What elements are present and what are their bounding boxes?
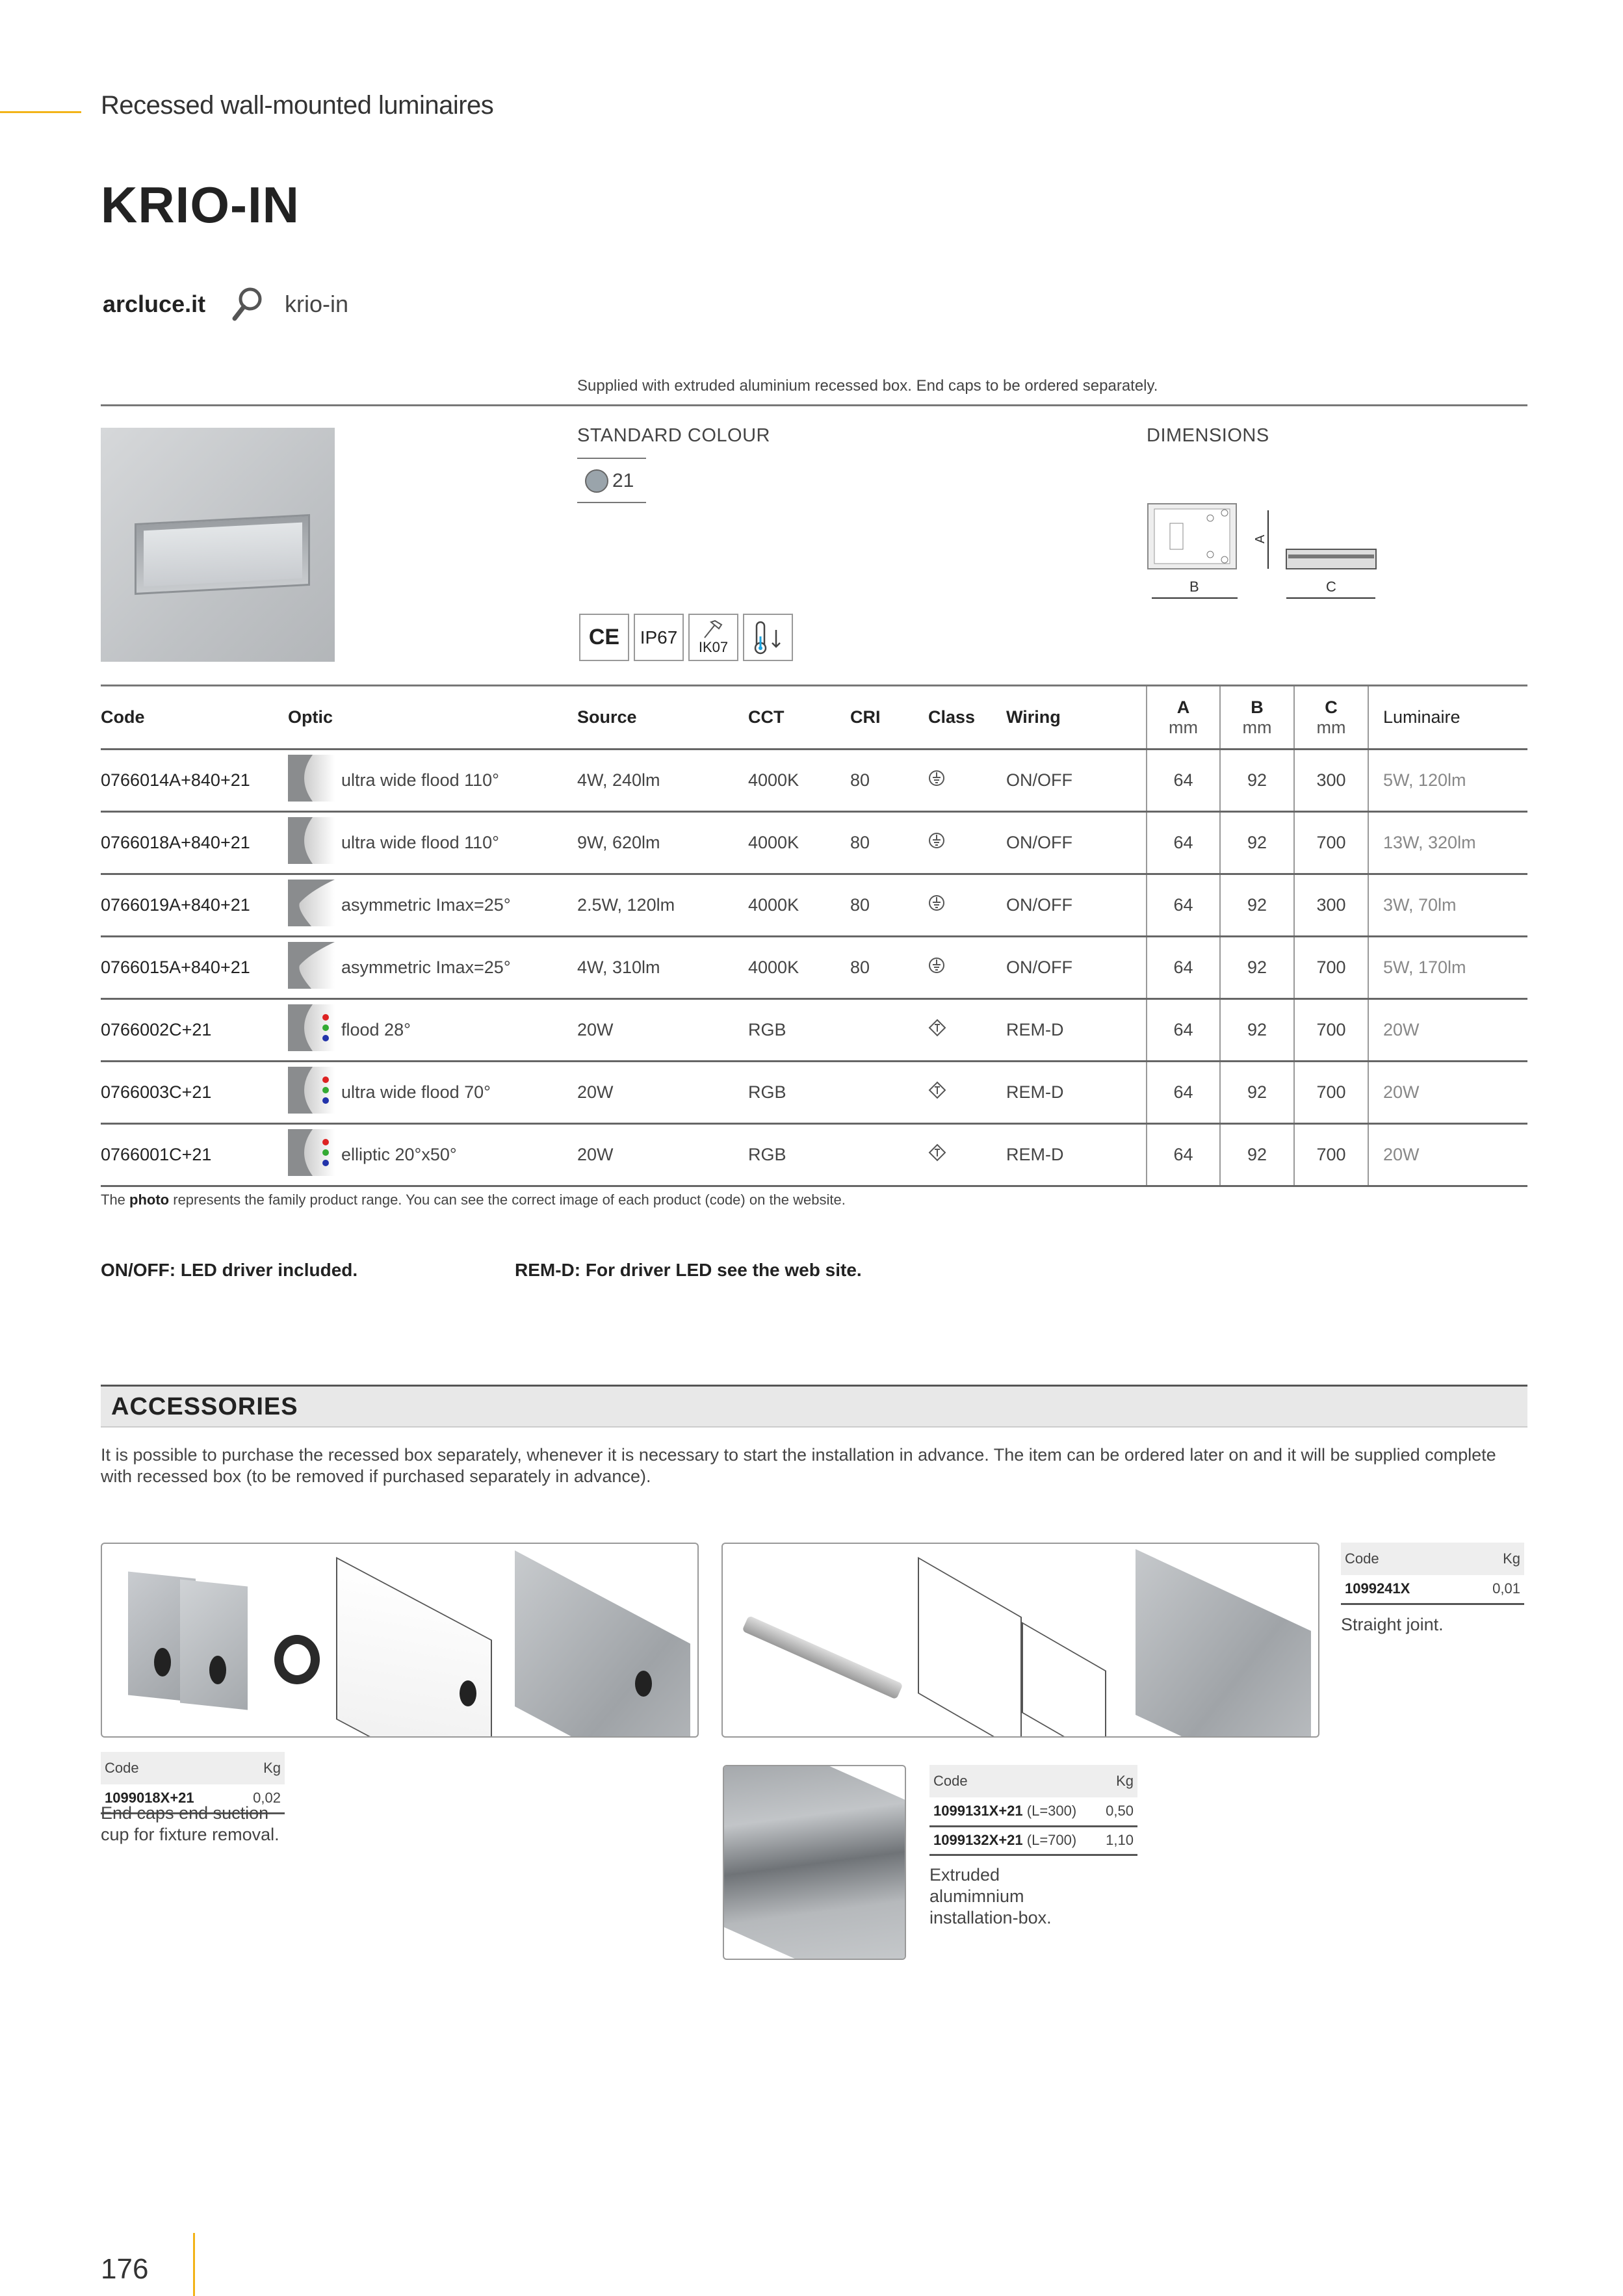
installation-box-description: Extruded alumimnium installation-box. <box>929 1865 1052 1927</box>
header-cri: CRI <box>850 686 928 750</box>
class-i-earth-icon <box>928 771 945 790</box>
header-unit: mm <box>1169 717 1198 737</box>
class-i-earth-icon <box>928 896 945 915</box>
table-row <box>101 999 1527 1062</box>
table-row <box>101 874 1527 937</box>
standard-colour-label: STANDARD COLOUR <box>577 425 770 446</box>
cri <box>850 999 928 1062</box>
luminaire: 5W, 120lm <box>1368 750 1527 812</box>
onoff-note: ON/OFF: LED driver included. <box>101 1260 358 1280</box>
header-c <box>1294 686 1368 750</box>
optic-white-icon <box>288 755 335 806</box>
dim-b: 92 <box>1220 812 1294 874</box>
header-b-label: B <box>1251 697 1264 717</box>
footnote-bold: photo <box>129 1192 170 1208</box>
kg-header: Kg <box>1464 1543 1525 1575</box>
divider <box>101 404 1527 406</box>
dim-b-label: B <box>1189 579 1199 595</box>
endcaps-image <box>101 1543 699 1738</box>
dim-c: 700 <box>1294 937 1368 999</box>
cri: 80 <box>850 937 928 999</box>
footnote-text: represents the family product range. You can see the correct image of each product (code) on the website. <box>169 1192 846 1208</box>
dim-b: 92 <box>1220 1062 1294 1124</box>
product-code: 0766019A+840+21 <box>101 874 288 937</box>
endcaps-description: End caps end suction cup for fixture removal. <box>101 1803 279 1844</box>
dim-a: 64 <box>1147 1062 1220 1124</box>
wiring: REM-D <box>1006 1062 1147 1124</box>
luminaire: 5W, 170lm <box>1368 937 1527 999</box>
optic-label: flood 28° <box>341 1020 411 1039</box>
source: 9W, 620lm <box>577 812 748 874</box>
dim-a: 64 <box>1147 1124 1220 1186</box>
accessories-paragraph: It is possible to purchase the recessed box separately, whenever it is necessary to start the installation in advance. The item can be ordered later on and it will be supplied complete with recessed box (to be removed if purchased separately in advance). <box>101 1445 1496 1486</box>
cri <box>850 1124 928 1186</box>
optic-cell <box>288 1124 577 1186</box>
colour-dot <box>585 469 608 493</box>
optic-asym-icon <box>288 880 335 931</box>
luminaire: 20W <box>1368 1062 1527 1124</box>
header-a-label: A <box>1176 697 1190 717</box>
cct: RGB <box>748 1124 850 1186</box>
installation-box-code-table <box>929 1765 1137 1856</box>
header-source: Source <box>577 686 748 750</box>
cri: 80 <box>850 812 928 874</box>
cct: 4000K <box>748 874 850 937</box>
header-wiring: Wiring <box>1006 686 1147 750</box>
search-icon <box>231 286 265 322</box>
dim-c: 700 <box>1294 1124 1368 1186</box>
header-unit: mm <box>1316 717 1346 737</box>
accessories-heading: ACCESSORIES <box>101 1385 1527 1428</box>
table-row <box>101 1062 1527 1124</box>
optic-cell <box>288 874 577 937</box>
dim-a-label: A <box>1253 534 1267 543</box>
header-code: Code <box>101 686 288 750</box>
header-unit: mm <box>1242 717 1272 737</box>
accent-line <box>0 111 81 113</box>
class-cell <box>928 999 1006 1062</box>
dim-c: 700 <box>1294 812 1368 874</box>
header-b <box>1220 686 1294 750</box>
accessory-length: (L=700) <box>1026 1832 1077 1848</box>
page-number: 176 <box>101 2253 149 2285</box>
dim-b: 92 <box>1220 1124 1294 1186</box>
cct: 4000K <box>748 750 850 812</box>
cri: 80 <box>850 874 928 937</box>
code-header: Code <box>929 1765 1098 1797</box>
header-a <box>1147 686 1220 750</box>
dim-c: 300 <box>1294 874 1368 937</box>
luminaire: 13W, 320lm <box>1368 812 1527 874</box>
optic-cell <box>288 1062 577 1124</box>
supplied-note: Supplied with extruded aluminium recessed box. End caps to be ordered separately. <box>577 377 1158 395</box>
product-title: KRIO-IN <box>101 176 300 233</box>
dim-a: 64 <box>1147 937 1220 999</box>
class-cell <box>928 1062 1006 1124</box>
accent-line <box>193 2233 195 2296</box>
table-row <box>1341 1575 1524 1604</box>
class-cell <box>928 812 1006 874</box>
product-code: 0766001C+21 <box>101 1124 288 1186</box>
dim-b: 92 <box>1220 999 1294 1062</box>
header-cct: CCT <box>748 686 850 750</box>
wiring: REM-D <box>1006 1124 1147 1186</box>
product-code: 0766002C+21 <box>101 999 288 1062</box>
joint-code-table <box>1341 1543 1524 1605</box>
wiring: ON/OFF <box>1006 937 1147 999</box>
optic-label: ultra wide flood 110° <box>341 833 499 852</box>
accessory-code: 1099132X+21 <box>933 1832 1023 1848</box>
accessory-code: 1099018X+21 <box>101 1784 235 1813</box>
ik-label: IK07 <box>698 638 729 655</box>
dim-a: 64 <box>1147 812 1220 874</box>
class-cell <box>928 750 1006 812</box>
source: 20W <box>577 999 748 1062</box>
accessory-kg: 0,02 <box>235 1784 285 1813</box>
dim-c: 700 <box>1294 1062 1368 1124</box>
class-iii-icon <box>928 1084 946 1103</box>
source: 2.5W, 120lm <box>577 874 748 937</box>
divider <box>577 458 646 459</box>
luminaire: 20W <box>1368 999 1527 1062</box>
class-i-earth-icon <box>928 833 945 853</box>
ip67-icon: IP67 <box>634 614 684 661</box>
cct: 4000K <box>748 937 850 999</box>
dimensions-label: DIMENSIONS <box>1147 425 1269 446</box>
product-code: 0766015A+840+21 <box>101 937 288 999</box>
optic-cell <box>288 999 577 1062</box>
cct: 4000K <box>748 812 850 874</box>
source: 20W <box>577 1124 748 1186</box>
header-c-label: C <box>1325 697 1338 717</box>
accessory-kg: 0,01 <box>1464 1575 1525 1604</box>
joint-description: Straight joint. <box>1341 1615 1444 1634</box>
table-row <box>101 750 1527 812</box>
wiring: ON/OFF <box>1006 812 1147 874</box>
accessory-code: 1099241X <box>1341 1575 1464 1604</box>
colour-swatch-21[interactable] <box>585 469 634 493</box>
class-iii-icon <box>928 1146 946 1166</box>
optic-label: ultra wide flood 110° <box>341 770 499 790</box>
product-code: 0766014A+840+21 <box>101 750 288 812</box>
dim-a: 64 <box>1147 999 1220 1062</box>
website-link[interactable]: arcluce.it <box>103 291 206 317</box>
ik07-icon <box>688 614 738 661</box>
remd-note: REM-D: For driver LED see the web site. <box>515 1260 862 1280</box>
accessory-code: 1099131X+21 <box>933 1803 1023 1820</box>
product-code: 0766018A+840+21 <box>101 812 288 874</box>
header-luminaire: Luminaire <box>1368 686 1527 750</box>
class-cell <box>928 937 1006 999</box>
colour-code: 21 <box>612 470 634 491</box>
dim-b: 92 <box>1220 750 1294 812</box>
product-table <box>101 685 1527 1187</box>
section-title: Recessed wall-mounted luminaires <box>101 91 494 120</box>
optic-cell <box>288 937 577 999</box>
table-row <box>929 1797 1137 1826</box>
dim-c: 300 <box>1294 750 1368 812</box>
cct: RGB <box>748 1062 850 1124</box>
accessory-length: (L=300) <box>1026 1803 1077 1820</box>
header-optic: Optic <box>288 686 577 750</box>
accessory-kg: 0,50 <box>1098 1797 1137 1826</box>
optic-rgb-icon <box>288 1129 335 1181</box>
product-code: 0766003C+21 <box>101 1062 288 1124</box>
search-keyword: krio-in <box>285 291 349 317</box>
optic-rgb-icon <box>288 1004 335 1056</box>
wiring: REM-D <box>1006 999 1147 1062</box>
class-i-earth-icon <box>928 958 945 978</box>
low-temperature-icon <box>743 614 793 661</box>
table-row <box>101 1124 1527 1186</box>
optic-cell <box>288 750 577 812</box>
luminaire: 20W <box>1368 1124 1527 1186</box>
dim-b: 92 <box>1220 874 1294 937</box>
dim-a: 64 <box>1147 750 1220 812</box>
optic-label: elliptic 20°x50° <box>341 1145 457 1164</box>
cri <box>850 1062 928 1124</box>
dim-c: 700 <box>1294 999 1368 1062</box>
class-cell <box>928 874 1006 937</box>
optic-label: ultra wide flood 70° <box>341 1082 491 1102</box>
straight-joint-image <box>721 1543 1319 1738</box>
table-row <box>101 812 1527 874</box>
photo-footnote <box>101 1192 846 1208</box>
product-photo <box>101 428 335 662</box>
table-row <box>101 937 1527 999</box>
table-header <box>101 686 1527 750</box>
dim-c-label: C <box>1326 579 1336 595</box>
table-row <box>929 1826 1137 1855</box>
wiring: ON/OFF <box>1006 750 1147 812</box>
optic-asym-icon <box>288 942 335 993</box>
optic-white-icon <box>288 817 335 868</box>
cri: 80 <box>850 750 928 812</box>
source: 4W, 310lm <box>577 937 748 999</box>
class-iii-icon <box>928 1021 946 1041</box>
optic-rgb-icon <box>288 1067 335 1118</box>
header-class: Class <box>928 686 1006 750</box>
kg-header: Kg <box>1098 1765 1137 1797</box>
kg-header: Kg <box>235 1752 285 1784</box>
dim-a: 64 <box>1147 874 1220 937</box>
luminaire: 3W, 70lm <box>1368 874 1527 937</box>
footnote-text: The <box>101 1192 130 1208</box>
optic-label: asymmetric Imax=25° <box>341 958 511 977</box>
optic-cell <box>288 812 577 874</box>
dimensions-drawing <box>1147 497 1387 608</box>
ce-mark-icon: CE <box>579 614 629 661</box>
code-header: Code <box>101 1752 235 1784</box>
optic-label: asymmetric Imax=25° <box>341 895 511 915</box>
accessory-kg: 1,10 <box>1098 1826 1137 1855</box>
hammer-icon <box>701 620 727 639</box>
divider <box>577 502 646 503</box>
source: 20W <box>577 1062 748 1124</box>
source: 4W, 240lm <box>577 750 748 812</box>
wiring: ON/OFF <box>1006 874 1147 937</box>
class-cell <box>928 1124 1006 1186</box>
code-header: Code <box>1341 1543 1464 1575</box>
installation-box-image <box>723 1765 906 1960</box>
dim-b: 92 <box>1220 937 1294 999</box>
cct: RGB <box>748 999 850 1062</box>
